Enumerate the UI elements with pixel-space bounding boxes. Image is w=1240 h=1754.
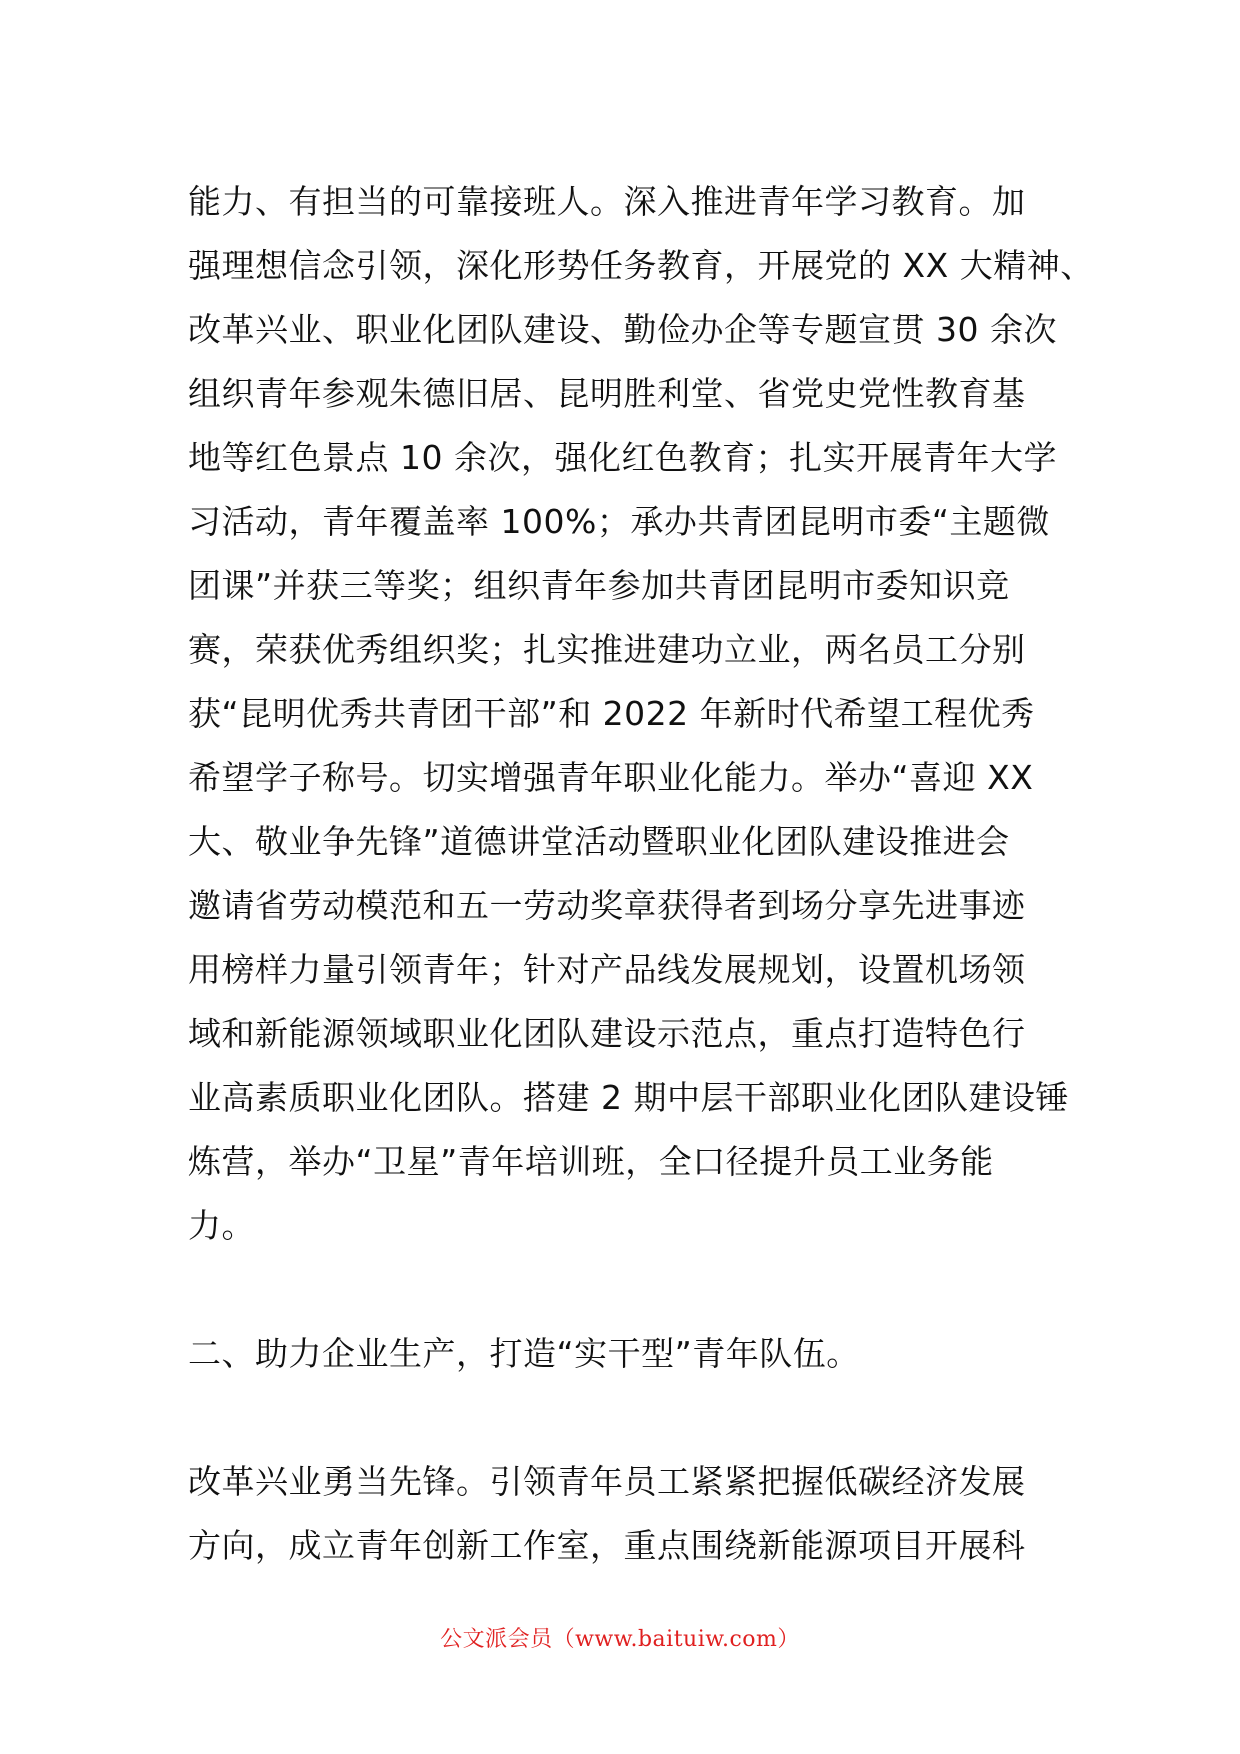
footer-watermark: 公文派会员（www.baituiw.com） xyxy=(440,1627,800,1652)
text-line: 改革兴业勇当先锋。引领青年员工紧紧把握低碳经济发展 xyxy=(188,1462,1026,1501)
text-line: 用榜样力量引领青年；针对产品线发展规划，设置机场领 xyxy=(188,950,1026,989)
paragraph-1 xyxy=(188,170,1094,1258)
paragraph-spacer xyxy=(188,1258,1068,1322)
text-line: 域和新能源领域职业化团队建设示范点，重点打造特色行 xyxy=(188,1014,1026,1053)
text-line: 业高素质职业化团队。搭建 2 期中层干部职业化团队建设锤 xyxy=(188,1078,1069,1117)
text-line: 力。 xyxy=(188,1206,255,1245)
text-line: 强理想信念引领，深化形势任务教育，开展党的 XX 大精神、 xyxy=(188,246,1094,285)
text-line: 地等红色景点 10 余次，强化红色教育；扎实开展青年大学 xyxy=(188,438,1057,477)
text-line: 能力、有担当的可靠接班人。深入推进青年学习教育。加 xyxy=(188,182,1026,221)
document-body xyxy=(188,170,1094,1578)
paragraph-2 xyxy=(188,1450,1068,1578)
text-line: 组织青年参观朱德旧居、昆明胜利堂、省党史党性教育基 xyxy=(188,374,1026,413)
text-line: 获“昆明优秀共青团干部”和 2022 年新时代希望工程优秀 xyxy=(188,694,1035,733)
text-line: 大、敬业争先锋”道德讲堂活动暨职业化团队建设推进会 xyxy=(188,822,1010,861)
text-line: 邀请省劳动模范和五一劳动奖章获得者到场分享先进事迹 xyxy=(188,886,1026,925)
section-heading: 二、助力企业生产，打造“实干型”青年队伍。 xyxy=(188,1334,860,1373)
text-line: 习活动，青年覆盖率 100%；承办共青团昆明市委“主题微 xyxy=(188,502,1050,541)
paragraph-spacer xyxy=(188,1386,1068,1450)
text-line: 炼营，举办“卫星”青年培训班，全口径提升员工业务能 xyxy=(188,1142,994,1181)
text-line: 希望学子称号。切实增强青年职业化能力。举办“喜迎 XX xyxy=(188,758,1034,797)
text-line: 团课”并获三等奖；组织青年参加共青团昆明市委知识竞 xyxy=(188,566,1010,605)
text-line: 赛，荣获优秀组织奖；扎实推进建功立业，两名员工分别 xyxy=(188,630,1026,669)
text-line: 方向，成立青年创新工作室，重点围绕新能源项目开展科 xyxy=(188,1526,1026,1565)
text-line: 改革兴业、职业化团队建设、勤俭办企等专题宣贯 30 余次 xyxy=(188,310,1057,349)
